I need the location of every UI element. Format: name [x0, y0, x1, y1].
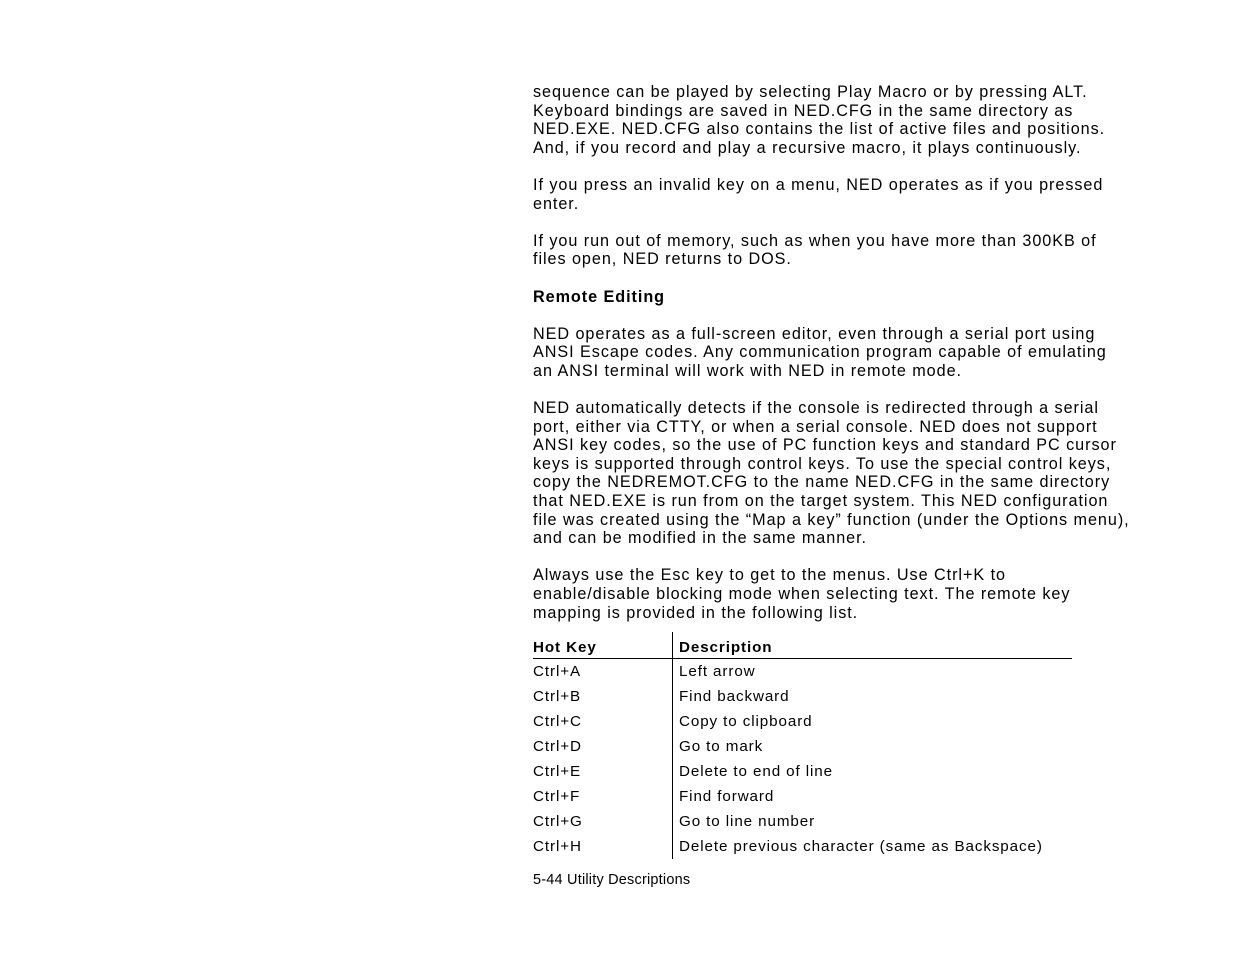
- table-row: [533, 834, 1072, 859]
- description-cell: Find forward: [679, 788, 775, 806]
- table-row: [533, 709, 1072, 734]
- page-footer: 5-44 Utility Descriptions: [533, 872, 691, 888]
- table-row: [533, 759, 1072, 784]
- paragraph-esc-key: Always use the Esc key to get to the menus. Use Ctrl+K to enable/disable blocking mode when selecting text. The remote key mapping is provided in the following list.: [533, 566, 1071, 622]
- hot-key-cell: Ctrl+A: [533, 659, 673, 685]
- description-cell: Go to line number: [679, 813, 816, 831]
- header-description: Description: [679, 639, 773, 657]
- hot-key-cell: Ctrl+C: [533, 709, 673, 734]
- hot-key-cell: Ctrl+B: [533, 684, 673, 709]
- description-cell: Go to mark: [679, 738, 764, 756]
- table-row: [533, 659, 1072, 685]
- table-row: [533, 684, 1072, 709]
- table-row: [533, 809, 1072, 834]
- table-row: [533, 784, 1072, 809]
- paragraph-out-of-memory: If you run out of memory, such as when you have more than 300KB of files open, NED returns to DOS.: [533, 231, 1097, 269]
- header-hot-key: Hot Key: [533, 632, 673, 659]
- paragraph-macro-playback: sequence can be played by selecting Play Macro or by pressing ALT. Keyboard bindings are saved in NED.CFG in the same directory as NED.EXE. NED.CFG also contains the list of active files and positions. And, if you record and play a recursive macro, it plays continuously.: [533, 83, 1106, 157]
- section-heading-remote-editing: Remote Editing: [533, 287, 666, 306]
- hot-key-table: [533, 632, 1072, 859]
- hot-key-cell: Ctrl+E: [533, 759, 673, 784]
- description-cell: Delete to end of line: [679, 763, 833, 781]
- table-header-row: [533, 632, 1072, 659]
- hot-key-cell: Ctrl+G: [533, 809, 673, 834]
- page-content: [533, 83, 1193, 859]
- table-row: [533, 734, 1072, 759]
- hot-key-cell: Ctrl+D: [533, 734, 673, 759]
- description-cell: Find backward: [679, 688, 790, 706]
- hot-key-cell: Ctrl+F: [533, 784, 673, 809]
- description-cell: Copy to clipboard: [679, 713, 813, 731]
- description-cell: Delete previous character (same as Backspace): [679, 838, 1043, 856]
- paragraph-full-screen-editor: NED operates as a full-screen editor, even through a serial port using ANSI Escape codes. Any communication program capable of emulating an ANSI terminal will work with NED in remote mode.: [533, 324, 1107, 380]
- paragraph-invalid-key: If you press an invalid key on a menu, NED operates as if you pressed enter.: [533, 175, 1104, 213]
- hot-key-cell: Ctrl+H: [533, 834, 673, 859]
- description-cell: Left arrow: [679, 663, 756, 681]
- paragraph-console-redirect: NED automatically detects if the console is redirected through a serial port, either via CTTY, or when a serial console. NED does not support ANSI key codes, so the use of PC function keys and standard PC cursor keys is supported through control keys. To use the special control keys, copy the NEDREMOT.CFG to the name NED.CFG in the same directory that NED.EXE is run from on the target system. This NED configuration file was created using the “Map a key” function (under the Options menu), and can be modified in the same manner.: [533, 399, 1130, 548]
